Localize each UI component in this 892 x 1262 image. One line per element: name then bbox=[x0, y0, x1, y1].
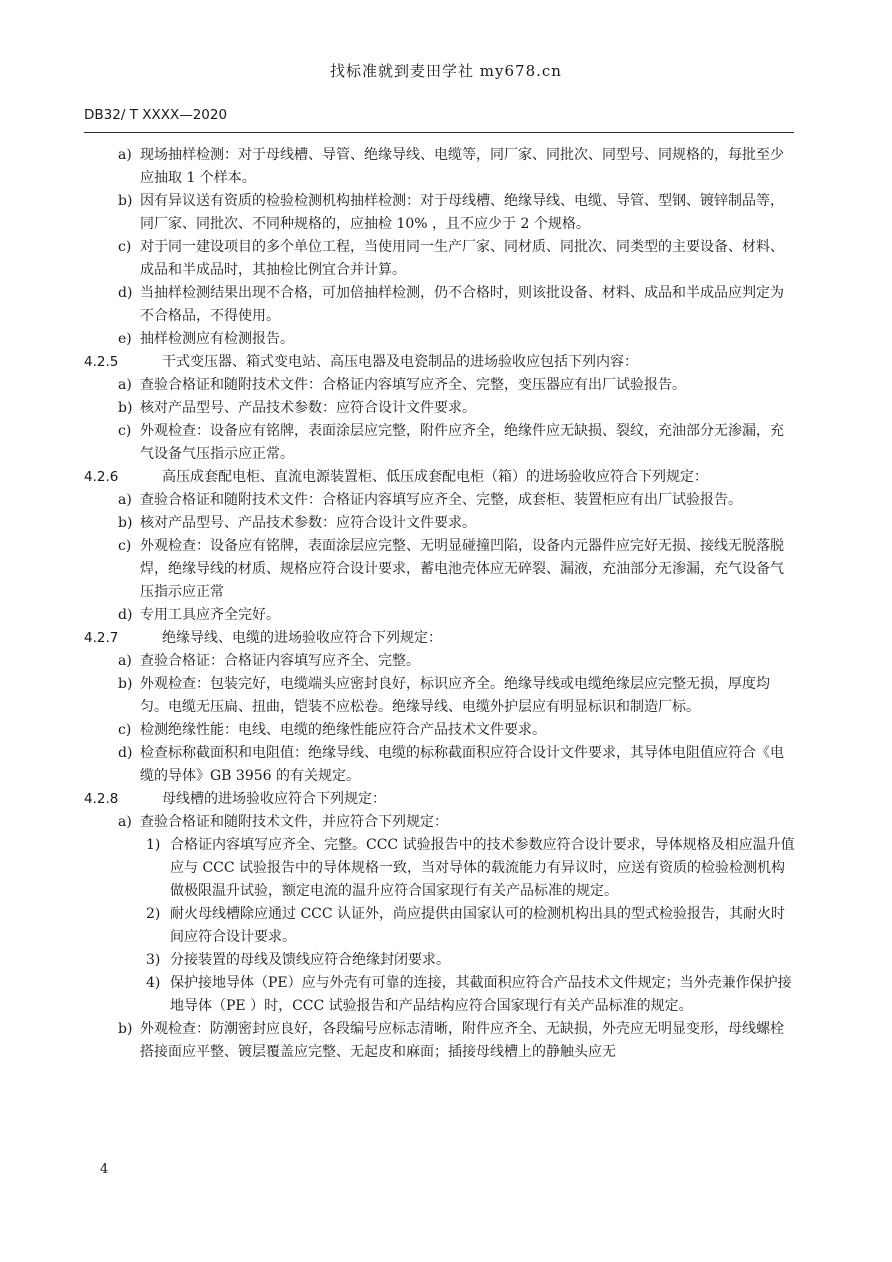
item-label: e) bbox=[118, 331, 132, 347]
item-label: b) bbox=[118, 193, 133, 209]
item-text: 外观检查：包装完好，电缆端头应密封良好，标识应齐全。绝缘导线或电缆绝缘层应完整无损，厚度均匀。电缆无压扁、扭曲，铠装不应松卷。绝缘导线、电缆外护层应有明显标识和制造厂标。 bbox=[140, 676, 770, 715]
item-text: 外观检查：设备应有铭牌，表面涂层应完整、无明显碰撞凹陷，设备内元器件应完好无损、接线无脱落脱焊，绝缘导线的材质、规格应符合设计要求，蓄电池壳体应无碎裂、漏液，充油部分无渗漏，充气设备气压指示应正常 bbox=[140, 538, 784, 600]
item-label: 4.2.7 bbox=[84, 630, 119, 646]
item-label: 4) bbox=[146, 975, 161, 991]
item-text: 当抽样检测结果出现不合格，可加倍抽样检测，仍不合格时，则该批设备、材料、成品和半成品应判定为不合格品，不得使用。 bbox=[140, 285, 784, 324]
item-text: 查验合格证和随附技术文件，并应符合下列规定： bbox=[140, 814, 448, 830]
clause-heading bbox=[84, 466, 796, 489]
item-label: a) bbox=[118, 814, 132, 830]
sub-list-item bbox=[84, 834, 796, 903]
clause-heading bbox=[84, 627, 796, 650]
document-body bbox=[84, 144, 796, 1064]
item-label: 4.2.5 bbox=[84, 354, 119, 370]
item-label: 4.2.8 bbox=[84, 791, 119, 807]
item-label: a) bbox=[118, 492, 132, 508]
list-item bbox=[84, 144, 796, 190]
item-text: 核对产品型号、产品技术参数：应符合设计文件要求。 bbox=[140, 400, 476, 416]
item-text: 核对产品型号、产品技术参数：应符合设计文件要求。 bbox=[140, 515, 476, 531]
item-label: c) bbox=[118, 538, 132, 554]
list-item bbox=[84, 236, 796, 282]
item-label: 3) bbox=[146, 952, 161, 968]
item-label: 2) bbox=[146, 906, 161, 922]
sub-list-item bbox=[84, 972, 796, 1018]
item-label: b) bbox=[118, 676, 133, 692]
item-label: d) bbox=[118, 285, 133, 301]
page-number: 4 bbox=[100, 1162, 109, 1177]
item-text: 现场抽样检测：对于母线槽、导管、绝缘导线、电缆等，同厂家、同批次、同型号、同规格的，每批至少应抽取 1 个样本。 bbox=[140, 147, 784, 186]
item-text: 查验合格证和随附技术文件：合格证内容填写应齐全、完整，成套柜、装置柜应有出厂试验报告。 bbox=[140, 492, 742, 508]
item-label: b) bbox=[118, 1021, 133, 1037]
list-item bbox=[84, 811, 796, 834]
item-text: 母线槽的进场验收应符合下列规定： bbox=[162, 791, 386, 807]
list-item bbox=[84, 374, 796, 397]
item-text: 耐火母线槽除应通过 CCC 认证外，尚应提供由国家认可的检测机构出具的型式检验报告，其耐火时间应符合设计要求。 bbox=[170, 906, 786, 945]
item-text: 因有异议送有资质的检验检测机构抽样检测：对于母线槽、绝缘导线、电缆、导管、型钢、镀锌制品等，同厂家、同批次、不同种规格的，应抽检 10% ，且不应少于 2 个规格。 bbox=[140, 193, 784, 232]
item-label: d) bbox=[118, 607, 133, 623]
list-item bbox=[84, 512, 796, 535]
item-text: 查验合格证和随附技术文件：合格证内容填写应齐全、完整，变压器应有出厂试验报告。 bbox=[140, 377, 686, 393]
item-label: 4.2.6 bbox=[84, 469, 119, 485]
item-text: 合格证内容填写应齐全、完整。CCC 试验报告中的技术参数应符合设计要求，导体规格及相应温升值应与 CCC 试验报告中的导体规格一致，当对导体的载流能力有异议时，应送有资质的检验检测机构做极限温升试验，额定电流的温升应符合国家现行有关产品标准的规定。 bbox=[170, 837, 795, 899]
site-watermark: 找标准就到麦田学社 my678.cn bbox=[330, 62, 562, 80]
item-label: b) bbox=[118, 515, 133, 531]
item-text: 绝缘导线、电缆的进场验收应符合下列规定： bbox=[162, 630, 442, 646]
item-text: 查验合格证：合格证内容填写应齐全、完整。 bbox=[140, 653, 420, 669]
item-text: 外观检查：防潮密封应良好，各段编号应标志清晰，附件应齐全、无缺损，外壳应无明显变形，母线螺栓搭接面应平整、镀层覆盖应完整、无起皮和麻面；插接母线槽上的静触头应无 bbox=[140, 1021, 784, 1060]
item-label: c) bbox=[118, 722, 132, 738]
list-item bbox=[84, 1018, 796, 1064]
item-label: a) bbox=[118, 653, 132, 669]
sub-list-item bbox=[84, 949, 796, 972]
list-item bbox=[84, 650, 796, 673]
list-item bbox=[84, 742, 796, 788]
item-label: c) bbox=[118, 239, 132, 255]
item-text: 保护接地导体（PE）应与外壳有可靠的连接，其截面积应符合产品技术文件规定；当外壳兼作保护接地导体（PE ）时，CCC 试验报告和产品结构应符合国家现行有关产品标准的规定。 bbox=[170, 975, 792, 1014]
item-text: 对于同一建设项目的多个单位工程，当使用同一生产厂家、同材质、同批次、同类型的主要设备、材料、成品和半成品时，其抽检比例宜合并计算。 bbox=[140, 239, 784, 278]
clause-heading bbox=[84, 351, 796, 374]
list-item bbox=[84, 719, 796, 742]
item-text: 分接装置的母线及馈线应符合绝缘封闭要求。 bbox=[170, 952, 450, 968]
list-item bbox=[84, 282, 796, 328]
item-text: 专用工具应齐全完好。 bbox=[140, 607, 280, 623]
item-label: a) bbox=[118, 377, 132, 393]
item-label: 1) bbox=[146, 837, 161, 853]
list-item bbox=[84, 673, 796, 719]
item-text: 检查标称截面积和电阻值：绝缘导线、电缆的标称截面积应符合设计文件要求，其导体电阻值应符合《电缆的导体》GB 3956 的有关规定。 bbox=[140, 745, 784, 784]
list-item bbox=[84, 604, 796, 627]
list-item bbox=[84, 420, 796, 466]
item-text: 检测绝缘性能：电线、电缆的绝缘性能应符合产品技术文件要求。 bbox=[140, 722, 546, 738]
item-text: 干式变压器、箱式变电站、高压电器及电瓷制品的进场验收应包括下列内容： bbox=[162, 354, 638, 370]
list-item bbox=[84, 535, 796, 604]
document-id: DB32/ T XXXX—2020 bbox=[84, 107, 228, 123]
item-text: 外观检查：设备应有铭牌，表面涂层应完整，附件应齐全，绝缘件应无缺损、裂纹，充油部分无渗漏，充气设备气压指示应正常。 bbox=[140, 423, 784, 462]
list-item bbox=[84, 489, 796, 512]
item-label: b) bbox=[118, 400, 133, 416]
list-item bbox=[84, 190, 796, 236]
sub-list-item bbox=[84, 903, 796, 949]
item-label: a) bbox=[118, 147, 132, 163]
list-item bbox=[84, 328, 796, 351]
item-text: 抽样检测应有检测报告。 bbox=[140, 331, 294, 347]
item-text: 高压成套配电柜、直流电源装置柜、低压成套配电柜（箱）的进场验收应符合下列规定： bbox=[162, 469, 708, 485]
item-label: d) bbox=[118, 745, 133, 761]
clause-heading bbox=[84, 788, 796, 811]
item-label: c) bbox=[118, 423, 132, 439]
list-item bbox=[84, 397, 796, 420]
header-divider bbox=[84, 132, 794, 133]
